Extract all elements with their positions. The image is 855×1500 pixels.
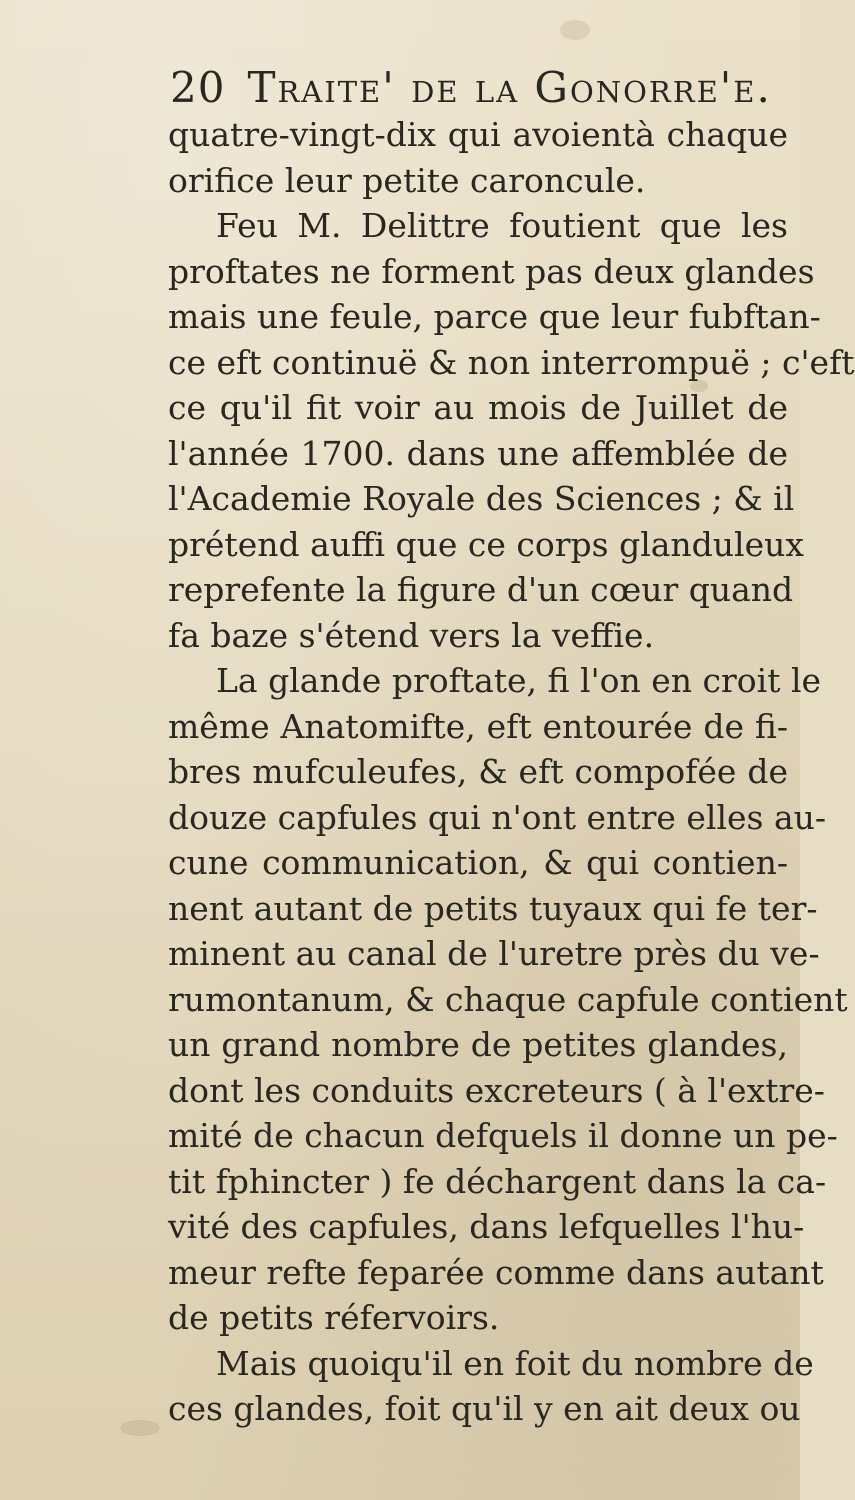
text-line: orifice leur petite caroncule. <box>168 160 646 200</box>
text-line: mité de chacun defquels il donne un pe- <box>168 1116 838 1155</box>
text-line: Feu M. Delittre foutient que les <box>216 206 788 245</box>
text-line: Mais quoiqu'il en foit du nombre de <box>216 1343 814 1383</box>
text-line: prétend auffi que ce corps glanduleux <box>168 524 805 564</box>
text-line: reprefente la figure d'un cœur quand <box>168 570 794 609</box>
text-line: l'année 1700. dans une affemblée de <box>168 433 788 473</box>
text-line: un grand nombre de petites glandes, <box>168 1025 788 1064</box>
text-line: dont les conduits excreteurs ( à l'extre- <box>168 1070 825 1110</box>
text-line: quatre-vingt-dix qui avoientà chaque <box>168 115 788 154</box>
text-line: La glande proftate, fi l'on en croit le <box>216 661 822 700</box>
text-line: vité des capfules, dans lefquelles l'hu- <box>168 1207 805 1246</box>
text-line: bres mufculeufes, & eft compofée de <box>168 752 788 791</box>
text-line: rumontanum, & chaque capfule contient <box>168 979 848 1019</box>
paper-stain <box>560 20 590 40</box>
text-line: même Anatomifte, eft entourée de fi- <box>168 706 788 746</box>
text-line: proftates ne forment pas deux glandes <box>168 251 815 291</box>
page-header <box>170 58 790 118</box>
text-line: ces glandes, foit qu'il y en ait deux ou <box>168 1389 801 1428</box>
text-line: l'Academie Royale des Sciences ; & il <box>168 479 795 518</box>
page-body <box>168 112 855 1432</box>
text-line: cune communication, & qui contien- <box>168 843 788 882</box>
text-line: tit fphincter ) fe déchargent dans la ca- <box>168 1161 827 1201</box>
running-title: Traite' de la Gonorre'e. <box>247 63 772 112</box>
text-line: nent autant de petits tuyaux qui fe ter- <box>168 888 818 928</box>
page-number: 20 <box>170 63 226 112</box>
paper-stain <box>120 1420 160 1436</box>
text-line: ce eft continuë & non interrompuë ; c'eft <box>168 342 855 382</box>
text-line: de petits réfervoirs. <box>168 1298 500 1337</box>
text-line: meur refte feparée comme dans autant <box>168 1252 824 1292</box>
text-line: mais une feule, parce que leur fubftan- <box>168 297 821 336</box>
text-line: minent au canal de l'uretre près du ve- <box>168 934 820 973</box>
text-line: douze capfules qui n'ont entre elles au- <box>168 797 827 837</box>
text-line: ce qu'il fit voir au mois de Juillet de <box>168 388 788 427</box>
text-line: fa baze s'étend vers la veffie. <box>168 615 655 655</box>
